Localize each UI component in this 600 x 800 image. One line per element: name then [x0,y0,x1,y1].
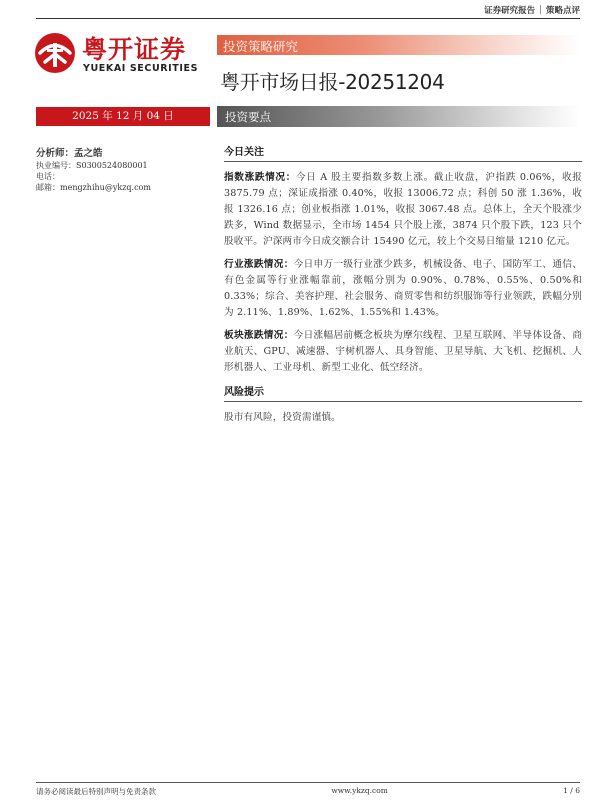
analyst-phone: 电话： [36,172,60,181]
main-content [224,143,582,433]
category-banner [217,35,580,55]
paragraph-lead: 行业涨跌情况： [224,259,294,270]
sector-movement-paragraph [224,328,582,376]
paragraph-text: 今日申万一级行业涨少跌多，机械设备、电子、国防军工、通信、有色金属等行业涨幅靠前，涨幅分别为 0.90%、0.78%、0.55%、0.50%和 0.33%；综合、美容护理、社会服务、商贸零售和纺织服饰等行业领跌，跌幅分别为 2.11%、1.89%、1.62%、1.55%和 1.43%。 [224,259,582,318]
logo-chinese-name: 粤开证券 [82,35,187,64]
analyst-name-row [36,148,211,159]
paragraph-lead: 板块涨跌情况： [224,330,294,341]
today-focus-section [224,143,582,376]
section-heading-today-focus: 今日关注 [224,143,582,162]
analyst-email: 邮箱：mengzhihu@ykzq.com [36,183,151,192]
paragraph-lead: 指数涨跌情况： [224,172,296,183]
page-number: 1 / 6 [563,786,580,795]
footer-disclaimer: 请务必阅读最后特别声明与免责条款 [36,787,156,796]
summary-label: 投资要点 [225,110,271,124]
report-type: 策略点评 [545,6,580,16]
summary-banner [217,106,580,127]
industry-movement-paragraph [224,257,582,321]
analyst-name: 孟之皓 [74,148,103,159]
page-footer [36,786,580,797]
header-rule [36,18,580,19]
footer-website: www.ykzq.com [331,786,388,795]
paragraph-text: 今日 A 股主要指数多数上涨。截止收盘，沪指跌 0.06%，收报 3875.79 点；深证成指涨 0.40%，收报 13006.72 点；科创 50 涨 1.36%，收报 1326.16 点；创业板指涨 1.01%，收报 3067.48 点。总体上，全天个股涨少跌多，Wind 数据显示，全市场 1454 只个股上涨，3874 只个股下跌，123 只个股收平。沪深两市今日成交额合计 15490 亿元，较上个交易日缩量 1210 亿元。 [224,172,582,247]
logo-english-name: YUEKAI SECURITIES [83,63,199,74]
report-header [36,0,580,20]
analyst-info [36,148,211,193]
report-date: 2025 年 12 月 04 日 [36,107,210,126]
footer-rule [36,782,580,783]
header-separator: | [539,5,542,15]
company-logo [34,30,214,80]
analyst-license: 执业编号：S0300524080001 [36,161,148,170]
report-title: 粤开市场日报-20251204 [220,70,445,94]
logo-emblem-icon [34,32,76,74]
section-heading-risk: 风险提示 [224,383,582,402]
risk-section [224,383,582,426]
analyst-label: 分析师： [36,148,75,159]
index-movement-paragraph [224,170,582,250]
risk-text: 股市有风险，投资需谨慎。 [224,412,341,423]
doc-type: 证券研究报告 [484,6,536,16]
category-label: 投资策略研究 [223,39,299,54]
paragraph-text: 今日涨幅居前概念板块为摩尔线程、卫星互联网、半导体设备、商业航天、GPU、减速器、宇树机器人、具身智能、卫星导航、大飞机、挖掘机、人形机器人、工业母机、新型工业化、低空经济。 [224,330,582,373]
